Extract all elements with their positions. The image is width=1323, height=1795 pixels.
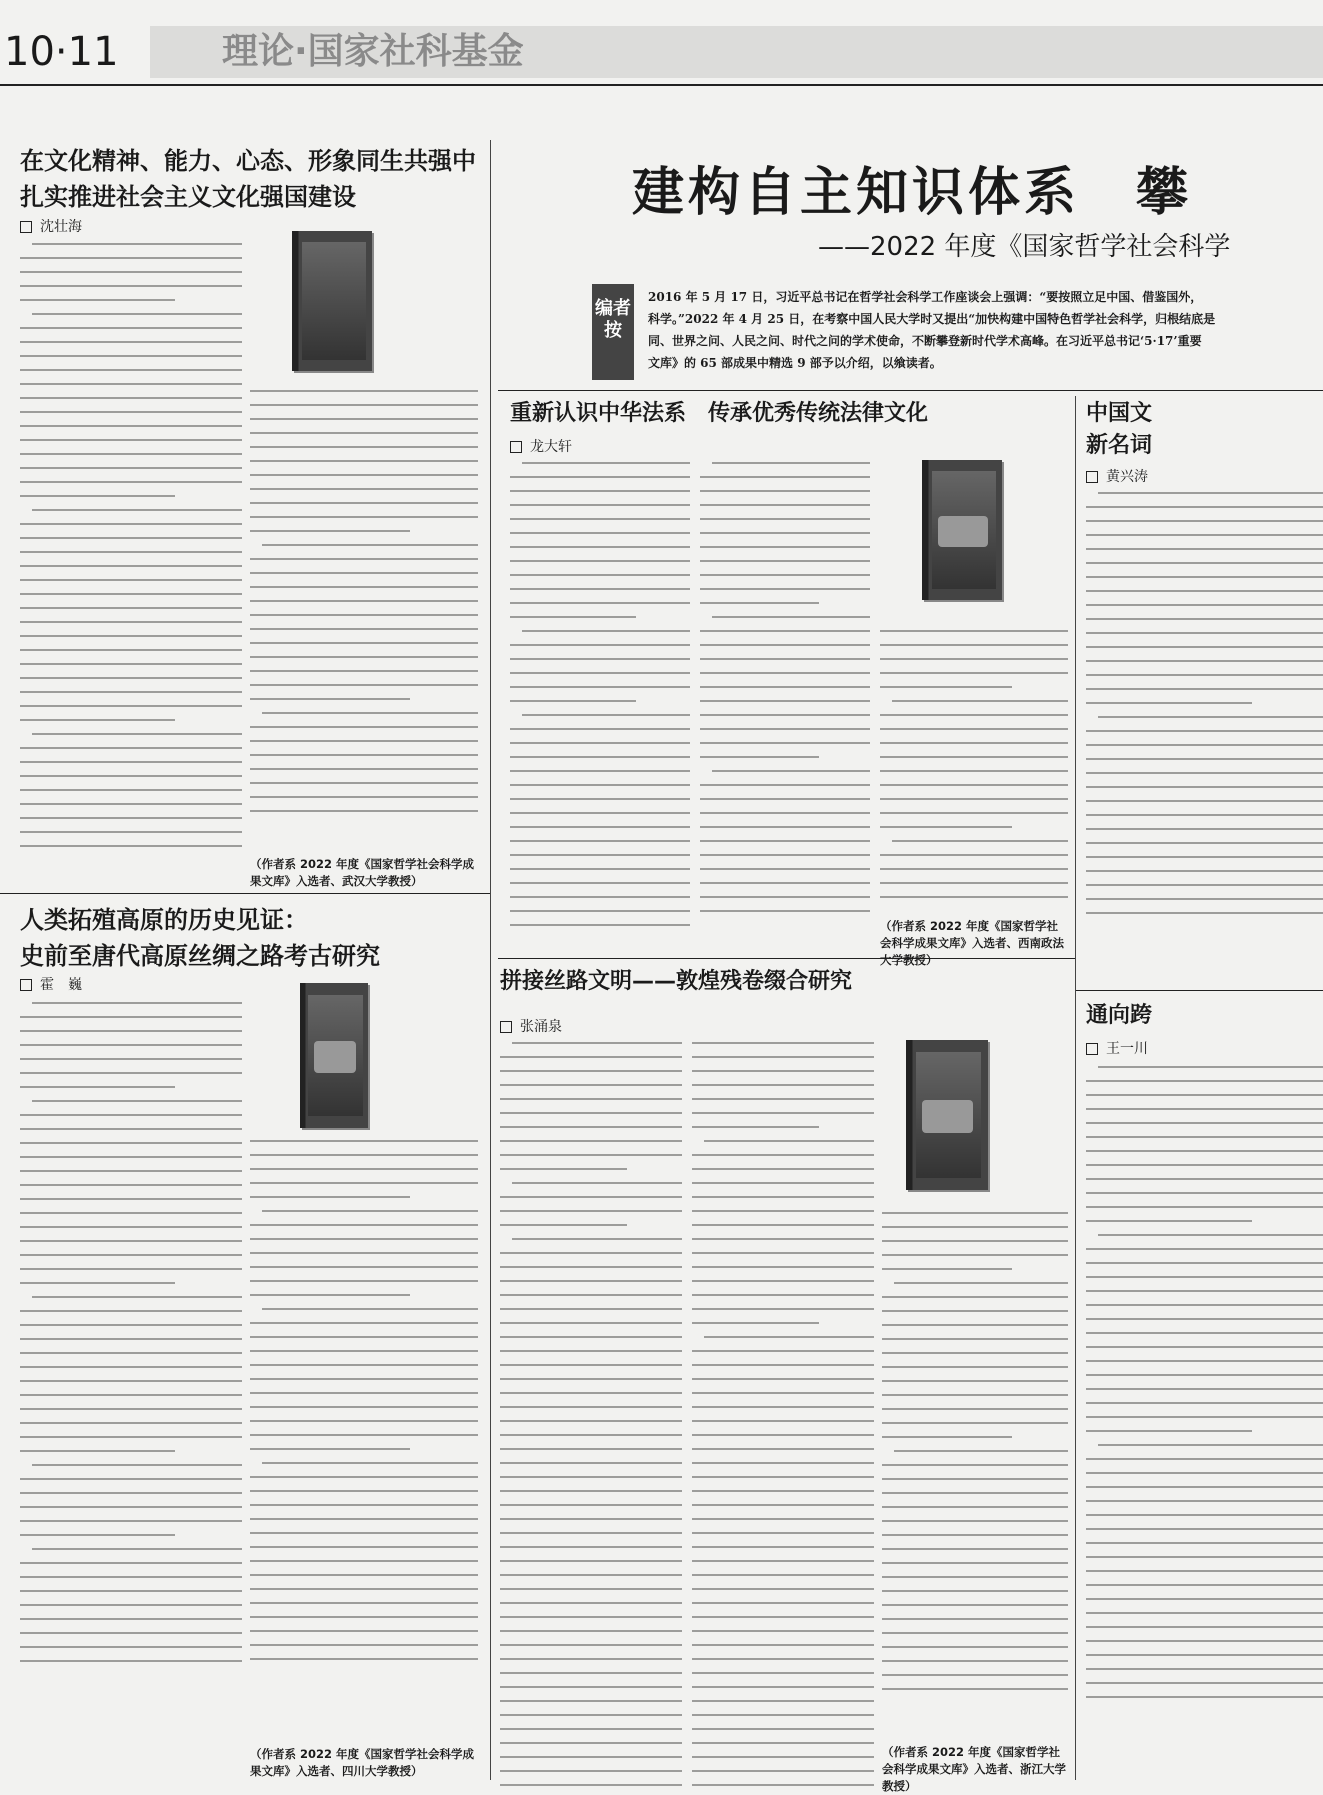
author-box-icon [1086, 471, 1098, 483]
article-6-byline [1086, 1038, 1148, 1058]
article-3-body-col1 [510, 462, 690, 950]
article-4-title: 拼接丝路文明——敦煌残卷缀合研究 [500, 969, 853, 994]
article-3-author-note: （作者系 2022 年度《国家哲学社会科学成果文库》入选者、西南政法大学教授） [880, 919, 1064, 967]
article-2-author-note: （作者系 2022 年度《国家哲学社会科学成果文库》入选者、四川大学教授） [250, 1747, 475, 1778]
article-3-body-col2 [700, 462, 870, 950]
divider [498, 390, 1323, 391]
article-1-title-line: 扎实推进社会主义文化强国建设 [20, 183, 356, 211]
article-2-author: 霍 巍 [40, 977, 82, 993]
article-3-byline [510, 436, 572, 456]
article-3-body-col3 [880, 630, 1068, 912]
article-2-title-line: 史前至唐代高原丝绸之路考古研究 [20, 942, 380, 970]
article-1-author-note: （作者系 2022 年度《国家哲学社会科学成果文库》入选者、武汉大学教授） [250, 857, 475, 888]
article-5-title-line: 中国文 [1086, 401, 1153, 426]
header-rule [0, 84, 1323, 86]
author-box-icon [20, 221, 32, 233]
article-5-byline [1086, 466, 1148, 486]
article-1-title [20, 143, 480, 215]
article-4-body-col2 [692, 1042, 874, 1787]
article-5-title-line: 新名词 [1086, 433, 1153, 458]
article-1-byline [20, 216, 82, 236]
author-box-icon [1086, 1043, 1098, 1055]
article-1-body-col2 [250, 390, 478, 830]
editor-note-line: 2016 年 5 月 17 日，习近平总书记在哲学社会科学工作座谈会上强调：“要按照立足中国、借鉴国外， [648, 290, 1203, 304]
article-1-title-line: 在文化精神、能力、心态、形象同生共强中 [20, 147, 476, 175]
column-rule [1075, 396, 1076, 1780]
author-box-icon [20, 979, 32, 991]
article-3-title: 重新认识中华法系 传承优秀传统法律文化 [510, 401, 929, 426]
article-3-author: 龙大轩 [530, 439, 572, 455]
author-box-icon [500, 1021, 512, 1033]
article-4-author: 张涌泉 [520, 1019, 562, 1035]
book-cover-image [906, 1040, 988, 1190]
divider [1076, 990, 1323, 991]
editor-note-line: 科学。”2022 年 4 月 25 日，在考察中国人民大学时又提出“加快构建中国特色哲学社会科学，归根结底是 [648, 312, 1216, 326]
article-4-body-col3 [882, 1212, 1068, 1732]
section-title: 理论·国家社科基金 [150, 26, 1323, 78]
article-2-body-col2 [250, 1140, 478, 1740]
article-6-body [1086, 1066, 1323, 1786]
article-1-author: 沈壮海 [40, 219, 82, 235]
article-4-body-col1 [500, 1042, 682, 1787]
article-5-author: 黄兴涛 [1106, 469, 1148, 485]
article-5-title [1086, 398, 1323, 462]
book-cover-image [300, 983, 368, 1128]
editor-note-line: 同、世界之问、人民之问、时代之问的学术使命，不断攀登新时代学术高峰。在习近平总书记‘5·17’重要 [648, 334, 1202, 348]
article-5-body [1086, 492, 1323, 972]
banner-title: 建构自主知识体系 攀 [632, 162, 1193, 223]
book-cover-image [922, 460, 1002, 600]
article-1-body-col1 [20, 243, 242, 898]
book-cover-image [292, 231, 372, 371]
editor-note-text [648, 286, 1323, 382]
editor-note-line: 文库》的 65 部成果中精选 9 部予以介绍，以飨读者。 [648, 356, 942, 370]
banner-subtitle: ——2022 年度《国家哲学社会科学 [818, 232, 1231, 262]
article-2-title-line: 人类拓殖高原的历史见证： [20, 906, 308, 934]
article-2-body-col1 [20, 1002, 242, 1782]
page-number: 10·11 [4, 29, 119, 75]
column-rule [490, 140, 491, 1780]
article-6-title: 通向跨 [1086, 1003, 1153, 1028]
article-4-author-note: （作者系 2022 年度《国家哲学社会科学成果文库》入选者、浙江大学教授） [882, 1745, 1066, 1793]
author-box-icon [510, 441, 522, 453]
article-2-byline [20, 974, 82, 994]
article-6-author: 王一川 [1106, 1041, 1148, 1057]
editor-note-label: 编者按 [592, 284, 634, 380]
article-4-byline [500, 1016, 562, 1036]
article-2-title [20, 902, 480, 974]
